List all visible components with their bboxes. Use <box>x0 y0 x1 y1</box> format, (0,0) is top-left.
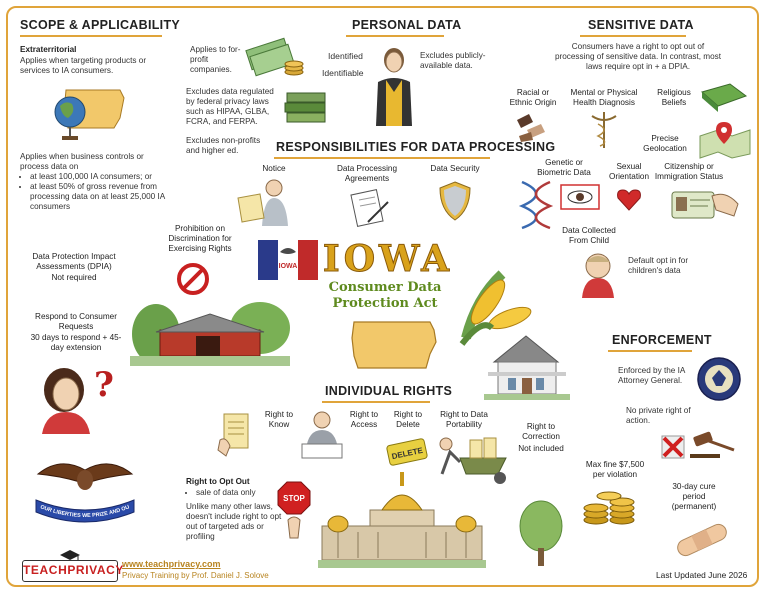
questioning-woman-icon <box>36 364 120 434</box>
rights-heading: INDIVIDUAL RIGHTS <box>325 384 453 398</box>
bible-book-icon <box>700 82 748 114</box>
extraterritorial-text: Applies when targeting products or services to IA consumers. <box>20 56 147 75</box>
prohibited-icon <box>176 262 210 296</box>
notice-reader-icon <box>234 178 294 228</box>
sensitive-item-child: Data Collected From Child <box>562 226 616 245</box>
for-profit-text: Applies to for-profit companies. <box>190 45 241 74</box>
sensitive-data-heading: SENSITIVE DATA <box>588 18 694 32</box>
correction-status: Not included <box>518 444 564 453</box>
sensitive-data-underline <box>580 35 686 37</box>
agreements-label: Data Processing Agreements <box>336 164 398 183</box>
child-icon <box>574 250 624 300</box>
seal-ribbon-text: OUR LIBERTIES WE PRIZE AND OUR RIGHTS WE WILL MAINTAIN <box>27 452 131 520</box>
logo-text: TEACHPRIVACY <box>23 563 124 577</box>
optout-title: Right to Opt Out <box>186 477 250 486</box>
person-woman-icon <box>368 46 420 130</box>
security-label: Data Security <box>430 164 480 173</box>
extraterritorial-title: Extraterritorial <box>20 45 77 54</box>
law-books-icon <box>284 90 330 128</box>
gavel-icon <box>660 426 740 462</box>
sensitive-item-health: Mental or Physical Health Diagnosis <box>570 88 638 107</box>
enforcement-cure: 30-day cure period (permanent) <box>671 482 717 511</box>
title-state: IOWA <box>322 238 454 280</box>
identified-label: Identified <box>328 51 363 61</box>
personal-data-heading: PERSONAL DATA <box>352 18 462 32</box>
title-line1: Consumer Data <box>328 280 442 295</box>
right-to-access: Right to Access <box>349 410 379 429</box>
document-reader-icon <box>216 410 256 458</box>
sensitive-item-genetic: Genetic or Biometric Data <box>537 158 591 177</box>
tree-icon <box>518 500 564 570</box>
enforcement-max-fine: Max fine $7,500 per violation <box>585 460 645 479</box>
flag-text: IOWA <box>278 263 298 270</box>
thresholds-list <box>20 172 180 212</box>
footer-url-link[interactable]: www.teachprivacy.com <box>122 559 221 569</box>
contract-pen-icon <box>350 188 390 226</box>
iowa-state-map-icon <box>350 318 440 374</box>
delete-key-icon <box>386 438 430 468</box>
delete-key-text: DELETE <box>390 445 424 462</box>
scope-underline <box>20 35 162 37</box>
excludes-nonprofit-text: Excludes non-profits and higher ed. <box>186 136 261 155</box>
teachprivacy-logo[interactable] <box>22 560 124 582</box>
thresholds-intro: Applies when business controls or process data on <box>20 152 144 171</box>
svg-text:?: ? <box>94 365 114 405</box>
right-to-correction: Right to Correction <box>522 422 560 441</box>
child-note: Default opt in for children's data <box>628 256 689 275</box>
enforcement-heading: ENFORCEMENT <box>612 333 712 347</box>
sensitive-item-orientation: Sexual Orientation <box>608 162 650 181</box>
iowa-globe-icon <box>48 82 126 144</box>
id-card-icon <box>670 186 742 226</box>
enforcement-underline <box>608 350 692 352</box>
right-to-know: Right to Know <box>264 410 294 429</box>
right-to-portability: Right to Data Portability <box>440 410 488 429</box>
attorney-general-seal-icon <box>696 356 742 402</box>
eagle-ribbon-icon <box>27 452 140 532</box>
caduceus-icon <box>590 110 618 150</box>
title-line2: Protection Act <box>332 296 438 311</box>
map-pin-icon <box>698 118 752 158</box>
last-updated: Last Updated June 2026 <box>656 570 748 580</box>
heart-icon <box>616 188 642 212</box>
covered-bridge-icon <box>130 300 290 370</box>
stop-sign-text: STOP <box>283 494 305 503</box>
sensitive-item-citizenship: Citizenship or Immigration Status <box>654 162 724 181</box>
personal-excludes-text: Excludes publicly-available data. <box>420 51 486 70</box>
identifiable-label: Identifiable <box>322 68 364 78</box>
dpia-title: Data Protection Impact Assessments (DPIA) <box>32 252 116 271</box>
coins-stack-icon <box>582 486 644 526</box>
respond-title: Respond to Consumer Requests <box>35 312 117 331</box>
bandage-icon <box>672 520 732 558</box>
personal-data-underline <box>346 35 444 37</box>
optout-note: Unlike many other laws, doesn't include right to opt out of targeted ads or profiling <box>186 502 282 541</box>
enforcement-no-private: No private right of action. <box>626 406 691 425</box>
money-icon <box>244 34 306 82</box>
sensitive-item-racial: Racial or Ethnic Origin <box>509 88 557 107</box>
farmhouse-icon <box>484 332 570 402</box>
threshold-item: • at least 100,000 IA consumers; or <box>30 172 180 182</box>
respond-text: 30 days to respond + 45-day extension <box>30 333 122 352</box>
optout-bullet-list <box>186 488 282 498</box>
eye-scan-icon <box>560 184 600 210</box>
scope-heading: SCOPE & APPLICABILITY <box>20 18 181 32</box>
sensitive-item-religious: Religious Beliefs <box>657 88 691 107</box>
notice-label: Notice <box>262 164 286 173</box>
optout-bullet: • sale of data only <box>196 488 282 498</box>
excludes-federal-text: Excludes data regulated by federal privacy laws such as HIPAA, GLBA, FCRA, and FERPA. <box>186 87 274 126</box>
responsibilities-underline <box>274 157 490 159</box>
sensitive-intro: Consumers have a right to opt out of processing of sensitive data. In contrast, most laws require opt in + a DPIA. <box>554 42 722 71</box>
prohibition-label: Prohibition on Discrimination for Exercising Rights <box>168 224 232 253</box>
dna-icon <box>516 180 556 230</box>
access-person-icon <box>296 410 348 460</box>
rights-underline <box>322 401 430 403</box>
enforcement-ag: Enforced by the IA Attorney General. <box>618 366 685 385</box>
right-to-delete: Right to Delete <box>393 410 423 429</box>
iowa-flag-icon <box>256 238 320 284</box>
sensitive-item-geolocation: Precise Geolocation <box>643 134 687 153</box>
stop-sign-icon <box>276 480 312 542</box>
hands-icon <box>513 110 549 144</box>
threshold-item: • at least 50% of gross revenue from processing data on at least 25,000 IA consumers <box>30 182 180 212</box>
dpia-status: Not required <box>51 273 97 282</box>
responsibilities-heading: RESPONSIBILITIES FOR DATA PROCESSING <box>276 140 556 154</box>
footer-credit: Privacy Training by Prof. Daniel J. Solove <box>122 571 269 580</box>
capitol-building-icon <box>318 470 486 570</box>
graduation-cap-icon <box>58 549 82 561</box>
shield-icon <box>438 180 472 222</box>
